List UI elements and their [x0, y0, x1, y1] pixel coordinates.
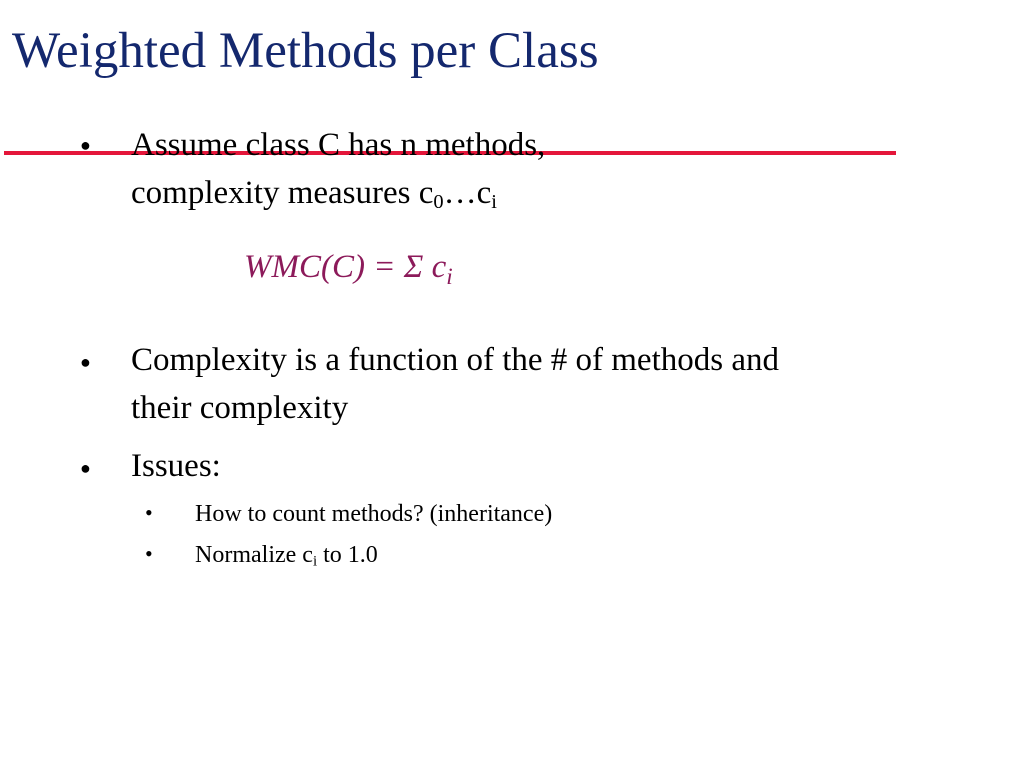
- bullet-dot-icon: ●: [80, 352, 91, 372]
- text-run: Normalize c: [195, 542, 313, 568]
- sub-bullet-count-methods: How to count methods? (inheritance): [195, 501, 553, 527]
- sub-bullet-dot-icon: •: [145, 500, 153, 525]
- bullet-line: [131, 170, 545, 218]
- bullet-line: Assume class C has n methods,: [131, 127, 546, 163]
- bullet-line: Complexity is a function of the # of methods and: [131, 342, 779, 378]
- bullet-line: Issues:: [131, 448, 221, 484]
- bullet-dot-icon: ●: [80, 135, 91, 155]
- bullet-dot-icon: ●: [80, 458, 91, 478]
- formula-text: WMC(C) = Σ c: [244, 249, 447, 285]
- text-run: …c: [443, 174, 492, 211]
- wmc-formula: [244, 249, 453, 289]
- bullet-complexity-function: [131, 337, 779, 432]
- formula-subscript: i: [446, 262, 453, 289]
- bullet-line: their complexity: [131, 389, 349, 426]
- sub-bullet-dot-icon: •: [145, 541, 153, 566]
- subscript: i: [312, 553, 318, 570]
- bullet-issues: [131, 443, 221, 491]
- bullet-assume-class: [131, 122, 545, 217]
- sub-bullet-normalize: [195, 540, 378, 571]
- subscript: 0: [433, 190, 444, 213]
- text-run: complexity measures c: [131, 174, 434, 211]
- subscript: i: [491, 190, 497, 213]
- text-run: to 1.0: [317, 542, 378, 568]
- slide-title: Weighted Methods per Class: [12, 23, 599, 79]
